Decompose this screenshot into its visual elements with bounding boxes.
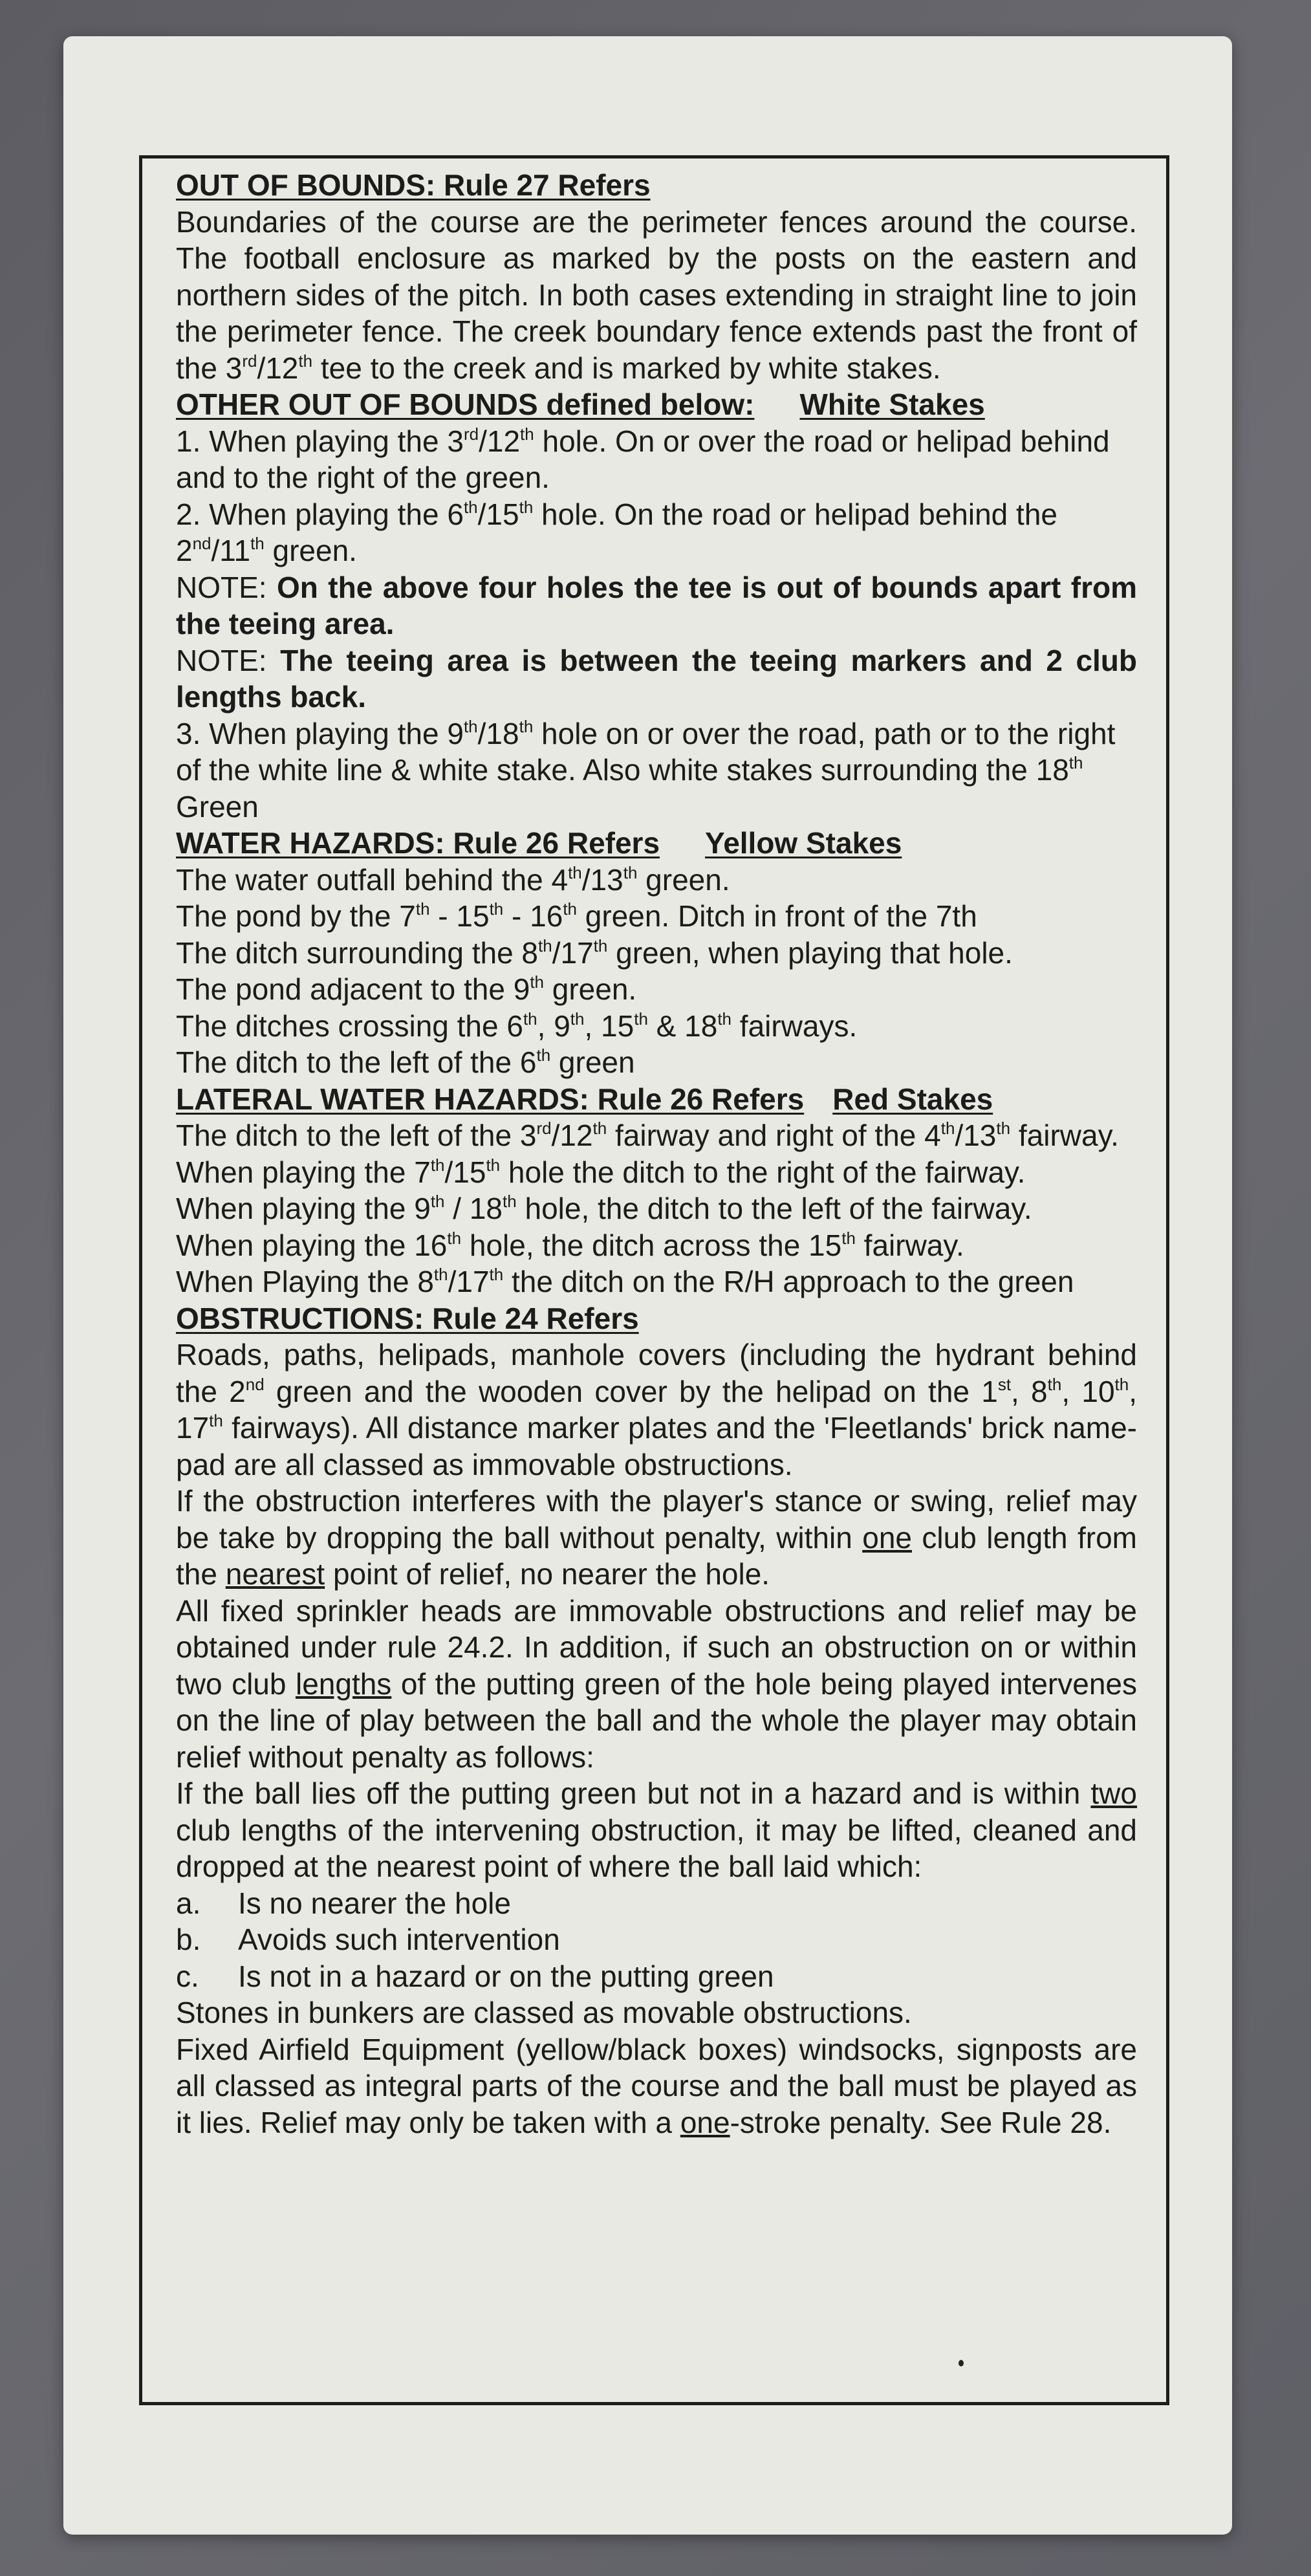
lateral-line-3: When playing the 9th / 18th hole, the ditch to the left of the fairway. (176, 1192, 1032, 1225)
water-line-3: The ditch surrounding the 8th/17th green, when playing that hole. (176, 935, 1013, 970)
yellow-stakes-tag: Yellow Stakes (705, 826, 902, 860)
obstructions-para-3: All fixed sprinkler heads are immovable obstructions and relief may be obtained under rule 24.2. In addition, if such an obstruction on or within two club lengths of the putting green of the hole being played intervenes on the line of play between the ball and the whole the player may obtain relief without penalty as follows: (176, 1593, 1137, 1774)
list-item: b. Avoids such intervention (176, 1923, 560, 1956)
oob-item-1: 1. When playing the 3rd/12th hole. On or over the road or helipad behind and to the right of the green. (176, 424, 1110, 494)
paper-speck (959, 2360, 964, 2366)
water-line-2: The pond by the 7th - 15th - 16th green. Ditch in front of the 7th (176, 899, 977, 933)
water-line-1: The water outfall behind the 4th/13th green. (176, 862, 730, 897)
obstructions-para-5: Stones in bunkers are classed as movable obstructions. (176, 1996, 912, 2029)
lateral-line-5: When Playing the 8th/17th the ditch on the R/H approach to the green (176, 1265, 1074, 1298)
oob-item-2: 2. When playing the 6th/15th hole. On the road or helipad behind the 2nd/11th green. (176, 497, 1057, 567)
note-1: NOTE: On the above four holes the tee is out of bounds apart from the teeing area. (176, 570, 1138, 640)
local-rules-text (176, 167, 1137, 2141)
lateral-line-4: When playing the 16th hole, the ditch across the 15th fairway. (176, 1228, 964, 1262)
heading-water-hazards: WATER HAZARDS: Rule 26 Refers Yellow Stakes (176, 826, 902, 860)
oob-item-3: 3. When playing the 9th/18th hole on or over the road, path or to the right of the white line & white stake. Also white stakes surrounding the 18th Green (176, 716, 1116, 824)
obstructions-para-6: Fixed Airfield Equipment (yellow/black boxes) windsocks, signposts are all classed as integral parts of the course and the ball must be played as it lies. Relief may only be taken with a one-stroke penalty. See Rule 28. (176, 2032, 1137, 2139)
heading-out-of-bounds: OUT OF BOUNDS: Rule 27 Refers (176, 168, 651, 202)
note-2: NOTE: The teeing area is between the teeing markers and 2 club lengths back. (176, 643, 1138, 714)
obstructions-para-2: If the obstruction interferes with the player's stance or swing, relief may be take by dropping the ball without penalty, within one club length from the nearest point of relief, no nearer the hole. (176, 1484, 1138, 1591)
lateral-line-1: The ditch to the left of the 3rd/12th fairway and right of the 4th/13th fairway. (176, 1119, 1119, 1152)
red-stakes-tag: Red Stakes (832, 1082, 993, 1116)
list-item: c. Is not in a hazard or on the putting green (176, 1959, 774, 1993)
water-line-4: The pond adjacent to the 9th green. (176, 972, 637, 1006)
water-line-6: The ditch to the left of the 6th green (176, 1045, 635, 1079)
heading-other-out-of-bounds: OTHER OUT OF BOUNDS defined below: White Stakes (176, 387, 985, 421)
oob-paragraph: Boundaries of the course are the perimeter fences around the course. The football enclosure as marked by the posts on the eastern and northern sides of the pitch. In both cases extending in straight line to join the perimeter fence. The creek boundary fence extends past the front of the 3rd/12th tee to the creek and is marked by white stakes. (176, 204, 1137, 385)
list-item: a. Is no nearer the hole (176, 1886, 511, 1920)
white-stakes-tag: White Stakes (799, 387, 985, 421)
heading-obstructions: OBSTRUCTIONS: Rule 24 Refers (176, 1301, 639, 1335)
heading-lateral-water-hazards: LATERAL WATER HAZARDS: Rule 26 Refers Red Stakes (176, 1082, 993, 1116)
obstructions-para-4: If the ball lies off the putting green but not in a hazard and is within two club lengths of the intervening obstruction, it may be lifted, cleaned and dropped at the nearest point of where the ball laid which: (176, 1776, 1137, 1883)
water-line-5: The ditches crossing the 6th, 9th, 15th & 18th fairways. (176, 1009, 858, 1043)
obstructions-para-1: Roads, paths, helipads, manhole covers (including the hydrant behind the 2nd green and the wooden cover by the helipad on the 1st, 8th, 10th, 17th fairways). All distance marker plates and the 'Fleetlands' brick name-pad are all classed as immovable obstructions. (176, 1338, 1137, 1481)
lateral-line-2: When playing the 7th/15th hole the ditch to the right of the fairway. (176, 1155, 1026, 1189)
